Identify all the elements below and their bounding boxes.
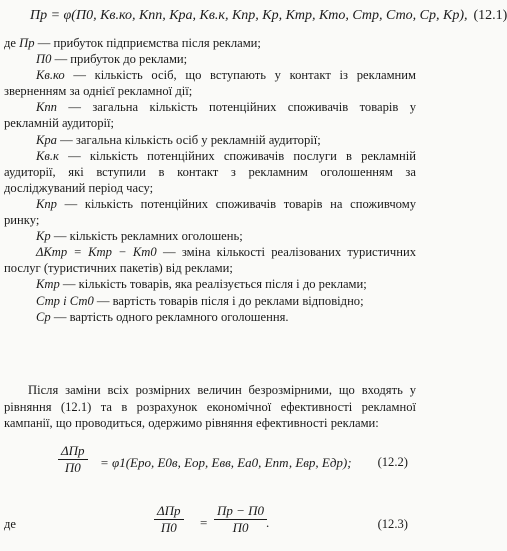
equation-12-1-number: (12.1) <box>473 8 507 23</box>
definition-intro: де <box>4 36 16 50</box>
fraction-denominator: П0 <box>64 460 81 475</box>
definition-goods-cost <box>4 293 416 309</box>
var-description: — кількість потенційних споживачів послуги в рекламній аудиторії, які вступили в контакт з рекламним оголошенням за досліджуваний період часу; <box>4 148 416 195</box>
var-description: — кількість рекламних оголошень; <box>53 229 243 244</box>
fraction-numerator: Пр − П0 <box>214 503 267 520</box>
equation-12-2-rhs: = φ1(Ерo, Е0в, Еор, Евв, Еa0, Епт, Евр, Едр); <box>100 455 352 470</box>
var-description: — вартість одного рекламного оголошення. <box>53 309 289 324</box>
body-paragraph <box>4 382 416 432</box>
equation-12-2-number: (12.2) <box>377 455 408 469</box>
fraction-denominator: П0 <box>160 520 177 535</box>
fraction-denominator: П0 <box>232 520 249 535</box>
equation-12-3-number: (12.3) <box>377 517 408 531</box>
var-description: — кількість потенційних споживачів товарів на споживчому ринку; <box>4 196 416 228</box>
definition-profit-after <box>4 35 416 51</box>
definition-ad-cost <box>4 309 416 325</box>
definition-profit-before <box>4 51 416 67</box>
equation-12-3-intro: де <box>4 517 16 531</box>
definition-potential-consumers <box>4 99 416 131</box>
var-description: — зміна кількості реалізованих туристичних послуг (туристичних пакетів) від реклами; <box>4 245 417 276</box>
var-symbol: Ктр <box>36 277 60 292</box>
variable-definitions <box>4 35 416 325</box>
paragraph-text: Після заміни всіх розмірних величин безрозмірними, що входять у рівняння (12.1) та в розрахунок економічної ефективності рекламної кампанії, що проводиться, одержимо рівняння ефективності реклами: <box>4 383 416 431</box>
definition-audience <box>4 132 416 148</box>
var-symbol: Кпп <box>36 100 57 115</box>
var-description: — кількість товарів, яка реалізується після і до реклами; <box>62 277 367 292</box>
definition-market-consumers <box>4 196 416 228</box>
fraction-numerator: ΔПр <box>154 503 184 520</box>
var-description: — загальна кількість потенційних споживачів товарів у рекламній аудиторії; <box>4 100 416 131</box>
var-symbol: Пр <box>19 36 35 50</box>
var-symbol: Ср <box>36 309 51 324</box>
var-description: — прибуток до реклами; <box>54 52 188 67</box>
var-description: — вартість товарів після і до реклами відповідно; <box>96 293 364 308</box>
equation-12-1 <box>30 8 507 24</box>
definition-sales-change <box>4 244 416 276</box>
definition-goods-count <box>4 276 416 292</box>
equation-12-3-rhs-fraction <box>214 503 270 536</box>
var-symbol: Кв.к <box>36 148 59 163</box>
definition-ad-count <box>4 228 416 244</box>
var-symbol: ΔКтр = Ктр − Кт0 <box>36 245 157 260</box>
equation-12-2 <box>58 443 416 487</box>
definition-contacts <box>4 67 416 99</box>
equation-12-2-fraction <box>58 443 88 476</box>
var-symbol: Кв.ко <box>36 68 65 83</box>
var-description: — загальна кількість осіб у рекламній аудиторії; <box>60 132 321 147</box>
var-symbol: Стр і Ст0 <box>36 293 94 308</box>
var-symbol: П0 <box>36 52 52 67</box>
var-description: — кількість осіб, що вступають у контакт із рекламним зверненням за однієї рекламної дії; <box>4 68 416 99</box>
var-symbol: Кпр <box>36 196 57 211</box>
var-symbol: Кр <box>36 229 51 244</box>
equation-12-1-text: Пр = φ(П0, Кв.ко, Кпп, Кра, Кв.к, Кпр, Кр, Ктр, Кто, Стр, Сто, Ср, Кр), <box>30 8 468 23</box>
equals-sign: = <box>200 515 208 530</box>
var-symbol: Кра <box>36 132 57 147</box>
definition-contacted-consumers <box>4 148 416 196</box>
fraction-numerator: ΔПр <box>58 443 88 460</box>
period: . <box>266 515 270 530</box>
equation-12-3-lhs-fraction <box>154 503 184 536</box>
var-description: — прибуток підприємства після реклами; <box>37 36 261 50</box>
equation-12-3 <box>4 503 416 549</box>
